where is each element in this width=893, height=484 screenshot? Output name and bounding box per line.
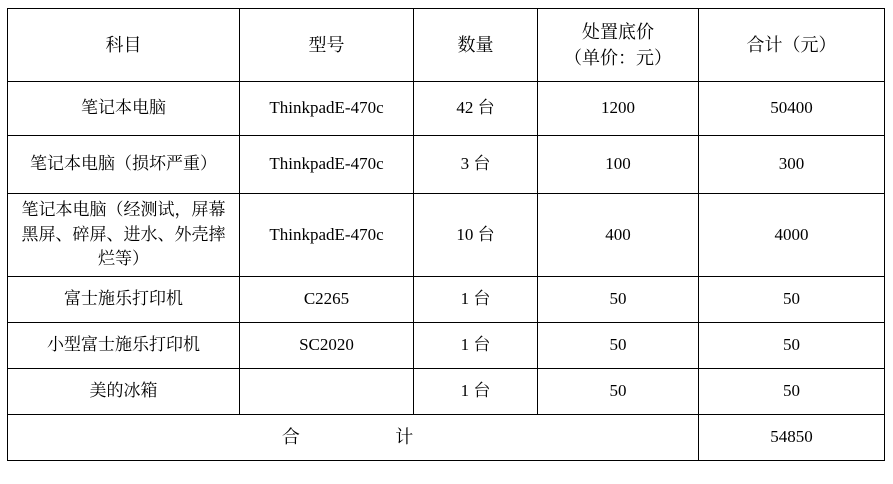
cell-amount: 4000 — [699, 194, 885, 277]
table-summary-row — [8, 414, 885, 460]
cell-amount: 50400 — [699, 82, 885, 136]
cell-quantity: 42 台 — [414, 82, 538, 136]
table-row — [8, 82, 885, 136]
table-header-row — [8, 9, 885, 82]
table-row — [8, 136, 885, 194]
cell-quantity: 1 台 — [414, 322, 538, 368]
cell-subject: 美的冰箱 — [8, 368, 240, 414]
cell-unit-price: 50 — [538, 276, 699, 322]
cell-model: ThinkpadE-470c — [240, 194, 414, 277]
cell-unit-price: 400 — [538, 194, 699, 277]
column-header-unit-price — [538, 9, 699, 82]
cell-unit-price: 100 — [538, 136, 699, 194]
asset-disposal-table — [7, 8, 885, 461]
summary-total: 54850 — [699, 414, 885, 460]
cell-model: SC2020 — [240, 322, 414, 368]
table-row — [8, 322, 885, 368]
column-header-quantity — [414, 9, 538, 82]
cell-amount: 300 — [699, 136, 885, 194]
cell-subject: 笔记本电脑 — [8, 82, 240, 136]
cell-quantity: 1 台 — [414, 368, 538, 414]
cell-model: ThinkpadE-470c — [240, 136, 414, 194]
cell-quantity: 10 台 — [414, 194, 538, 277]
column-header-unit-price-line-1: 处置底价 — [582, 21, 654, 42]
cell-subject: 小型富士施乐打印机 — [8, 322, 240, 368]
column-header-model — [240, 9, 414, 82]
column-header-model-line-1: 型号 — [308, 34, 345, 55]
cell-unit-price: 1200 — [538, 82, 699, 136]
cell-amount: 50 — [699, 276, 885, 322]
column-header-unit-price-line-2: （单价：元） — [564, 48, 672, 68]
summary-label — [8, 414, 699, 460]
table-row — [8, 194, 885, 277]
cell-model: C2265 — [240, 276, 414, 322]
cell-model: ThinkpadE-470c — [240, 82, 414, 136]
column-header-subject-line-1: 科目 — [105, 34, 142, 55]
table-header — [8, 9, 885, 82]
cell-subject: 富士施乐打印机 — [8, 276, 240, 322]
cell-model — [240, 368, 414, 414]
cell-quantity: 1 台 — [414, 276, 538, 322]
cell-subject: 笔记本电脑（经测试，屏幕黑屏、碎屏、进水、外壳摔烂等） — [8, 194, 240, 277]
cell-unit-price: 50 — [538, 368, 699, 414]
column-header-amount — [699, 9, 885, 82]
summary-label-text: 合 计 — [281, 427, 434, 448]
cell-amount: 50 — [699, 322, 885, 368]
table-row — [8, 368, 885, 414]
column-header-amount-line-1: 合计（元） — [746, 34, 837, 55]
cell-unit-price: 50 — [538, 322, 699, 368]
cell-subject: 笔记本电脑（损坏严重） — [8, 136, 240, 194]
table-body — [8, 82, 885, 461]
table-row — [8, 276, 885, 322]
cell-quantity: 3 台 — [414, 136, 538, 194]
column-header-quantity-line-1: 数量 — [457, 34, 494, 55]
column-header-subject — [8, 9, 240, 82]
cell-amount: 50 — [699, 368, 885, 414]
